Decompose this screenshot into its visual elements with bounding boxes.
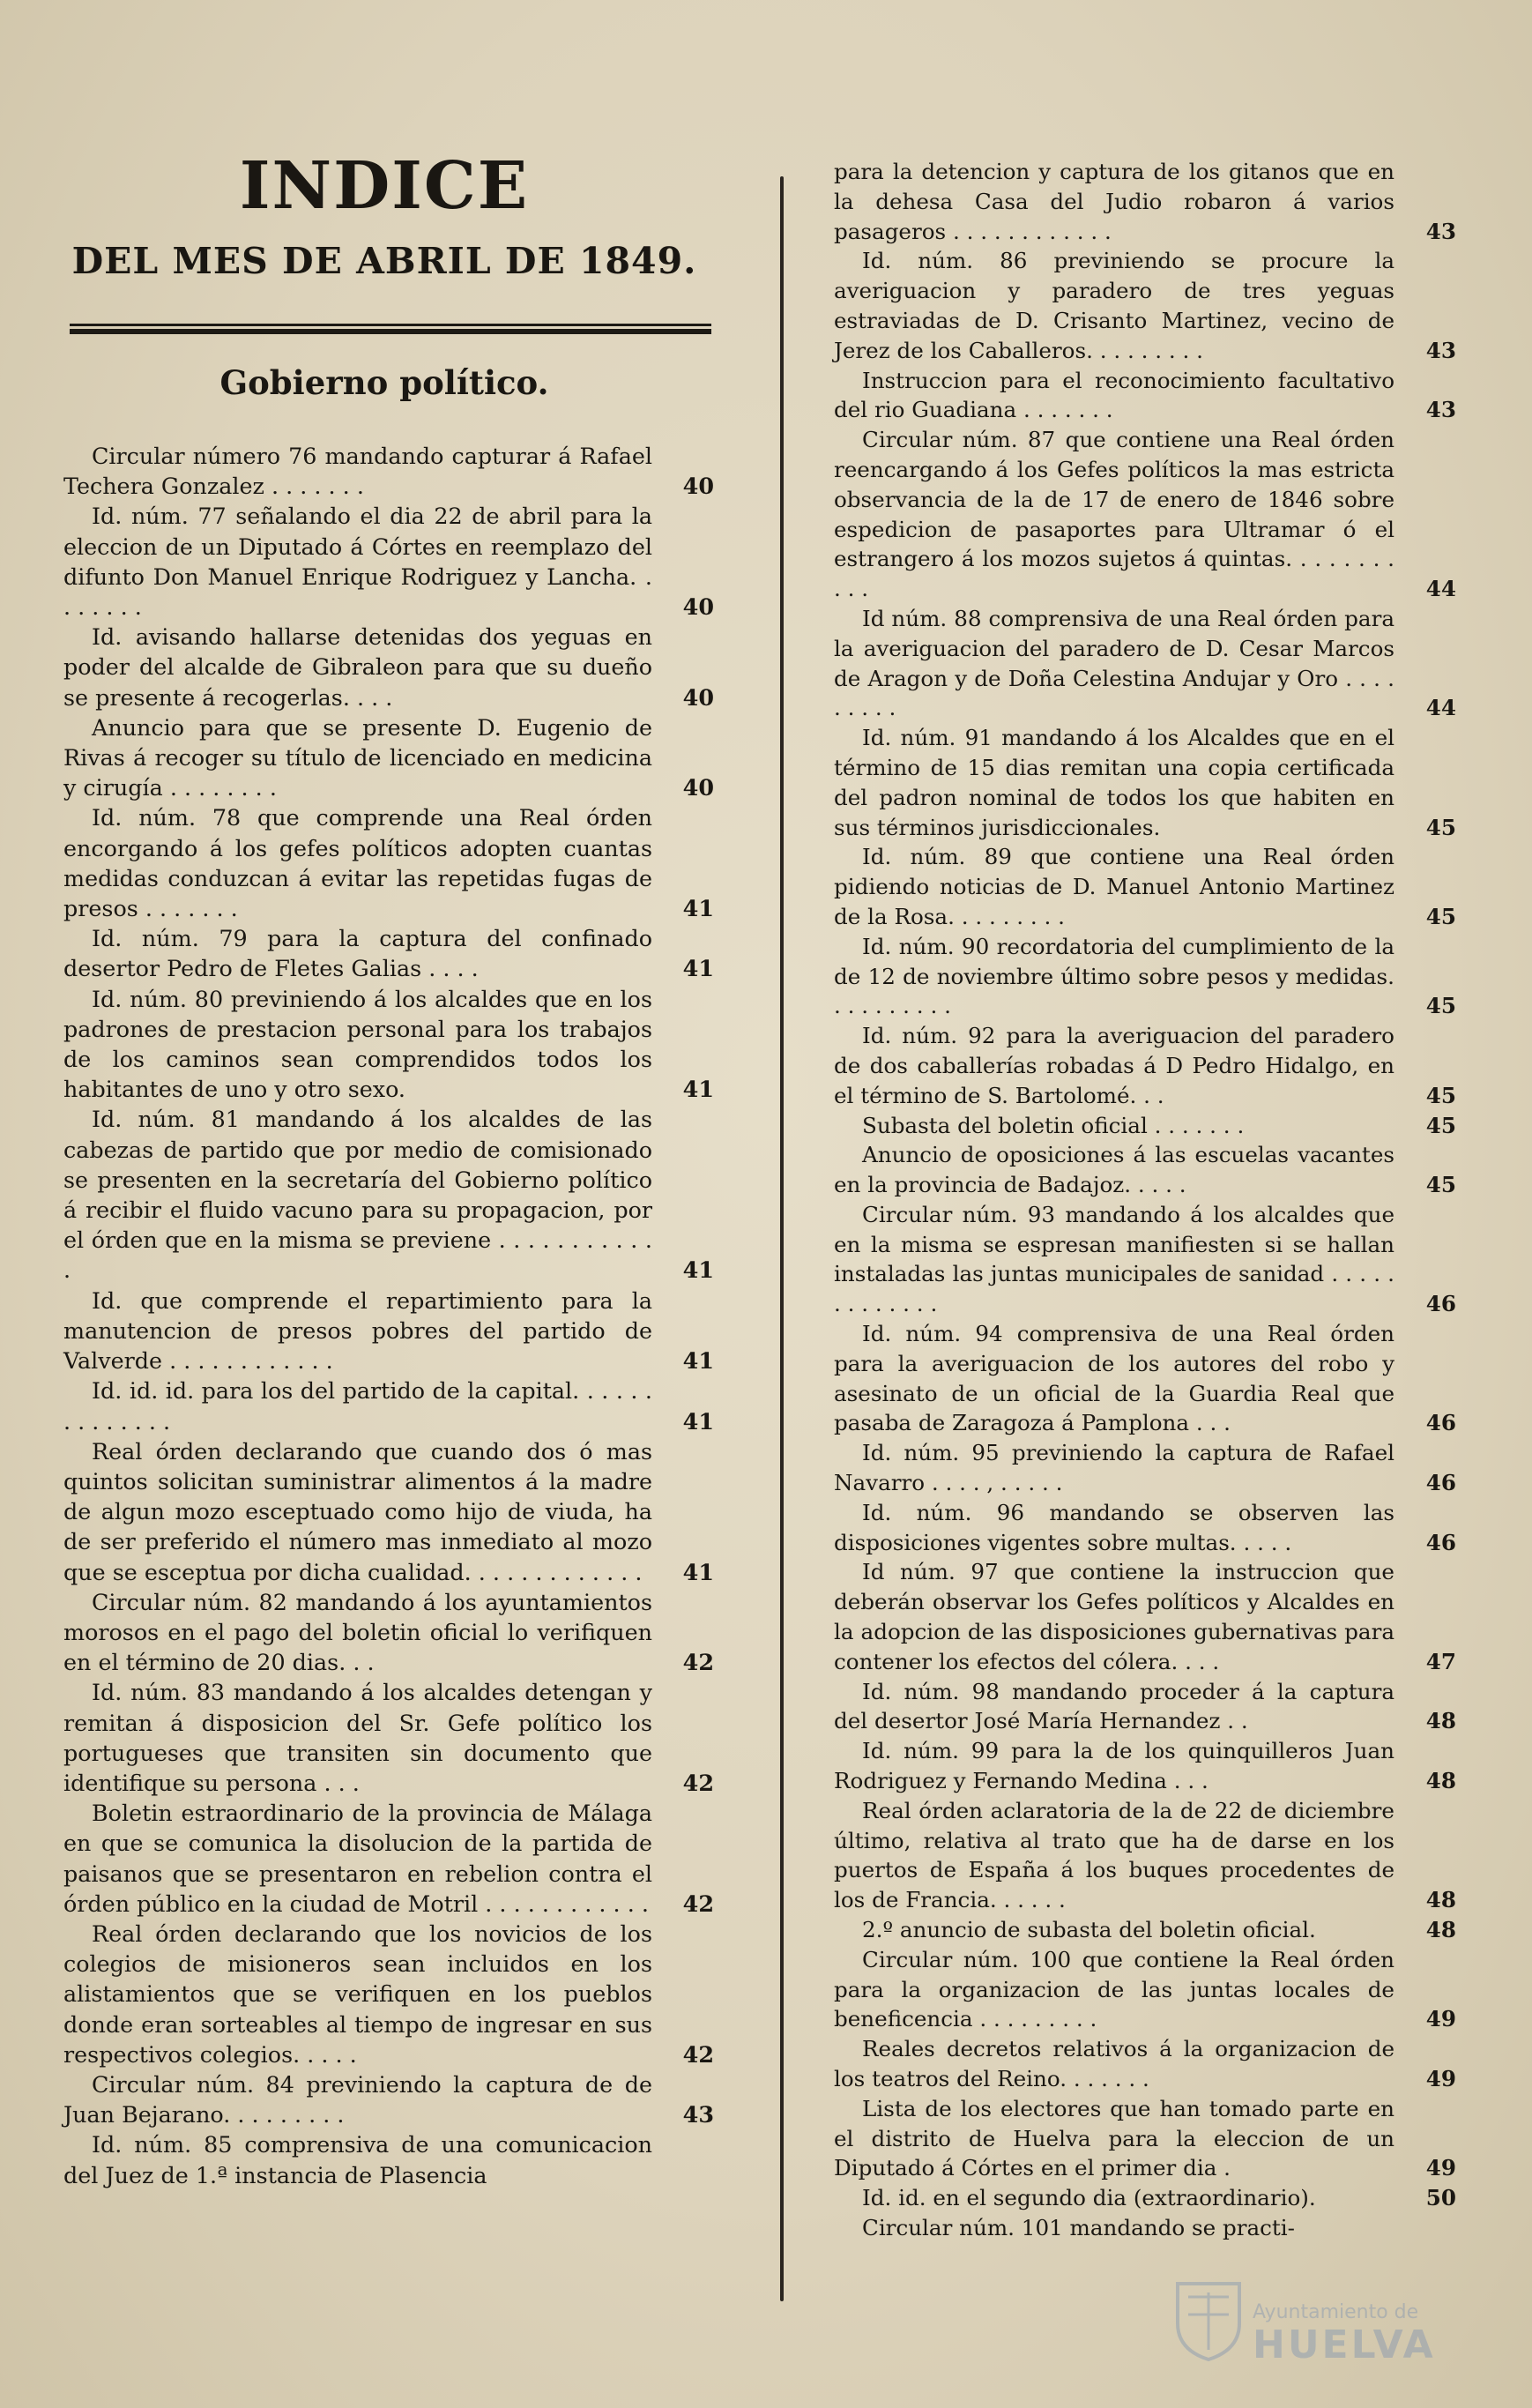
entry-page-number: 45	[1425, 993, 1456, 1019]
left-entry-list	[63, 441, 714, 2190]
entry-text: Id. núm. 99 para la de los quinquilleros Juan Rodriguez y Fernando Medina . . .	[834, 1738, 1394, 1794]
index-entry	[63, 2069, 714, 2129]
index-entry	[834, 1736, 1456, 1796]
index-entry	[834, 366, 1456, 426]
entry-page-number: 43	[1425, 218, 1456, 244]
entry-page-number: 45	[1425, 1112, 1456, 1138]
entry-text: Id. núm. 91 mandando á los Alcaldes que en el término de 15 dias remitan una copia certificada del padron nominal de todos los que habiten en sus términos jurisdiccionales.	[834, 725, 1394, 840]
entry-page-number: 46	[1425, 1470, 1456, 1496]
shield-icon	[1169, 2275, 1248, 2363]
entry-page-number: 50	[1425, 2185, 1456, 2211]
entry-text: Id. núm. 95 previniendo la captura de Rafael Navarro . . . . , . . . . .	[834, 1440, 1394, 1496]
entry-page-number: 48	[1425, 1887, 1456, 1913]
entry-text: Lista de los electores que han tomado parte en el distrito de Huelva para la eleccion de un Diputado á Córtes en el primer dia .	[834, 2095, 1394, 2181]
entry-text: Anuncio de oposiciones á las escuelas vacantes en la provincia de Badajoz. . . . .	[834, 1142, 1394, 1198]
entry-page-number: 42	[682, 1769, 714, 1796]
entry-page-number: 41	[682, 1076, 714, 1103]
index-entry	[834, 932, 1456, 1021]
entry-text: Id. núm. 80 previniendo á los alcaldes que en los padrones de prestacion personal para los trabajos de los caminos sean comprendidos todos los habitantes de uno y otro sexo.	[63, 985, 652, 1103]
entry-page-number: 47	[1425, 1648, 1456, 1674]
entry-page-number: 41	[682, 1347, 714, 1375]
entry-text: Id. núm. 89 que contiene una Real órden pidiendo noticias de D. Manuel Antonio Martinez de la Rosa. . . . . . . . .	[834, 844, 1394, 929]
entry-page-number: 40	[682, 593, 714, 621]
entry-text: Circular núm. 93 mandando á los alcaldes que en la misma se espresan manifiesten si se hallan instaladas las juntas municipales de sanidad . . . . . . . . . . . . .	[834, 1201, 1394, 1317]
entry-page-number: 48	[1425, 1917, 1456, 1943]
index-entry	[834, 157, 1456, 246]
index-entry	[834, 1021, 1456, 1110]
entry-text: Id. núm. 77 señalando el dia 22 de abril para la eleccion de un Diputado á Córtes en reemplazo del difunto Don Manuel Enrique Rodriguez y Lancha. . . . . . . .	[63, 503, 652, 621]
index-entry	[63, 501, 714, 622]
title-rule	[70, 324, 711, 335]
entry-text: Id. núm. 79 para la captura del confinado desertor Pedro de Fletes Galias . . . .	[63, 925, 652, 982]
entry-text: Reales decretos relativos á la organizacion de los teatros del Reino. . . . . . .	[834, 2036, 1394, 2091]
entry-text: Id. avisando hallarse detenidas dos yeguas en poder del alcalde de Gibraleon para que su dueño se presente á recogerlas. . . .	[63, 623, 652, 711]
entry-text: Subasta del boletin oficial . . . . . . .	[862, 1112, 1245, 1138]
entry-page-number: 41	[682, 1407, 714, 1435]
entry-page-number: 40	[682, 683, 714, 711]
entry-text: Circular núm. 101 mandando se practi-	[862, 2214, 1295, 2240]
entry-page-number: 42	[682, 1890, 714, 1917]
entry-text: Id. id. en el segundo dia (extraordinario).	[862, 2185, 1316, 2211]
entry-text: Id. núm. 96 mandando se observen las disposiciones vigentes sobre multas. . . . .	[834, 1499, 1394, 1555]
entry-page-number: 44	[1425, 576, 1456, 602]
entry-page-number: 46	[1425, 1291, 1456, 1317]
section-heading: Gobierno político.	[219, 363, 549, 402]
entry-page-number: 40	[682, 473, 714, 500]
index-entry	[63, 1587, 714, 1678]
entry-page-number: 46	[1425, 1529, 1456, 1555]
watermark-line2: HUELVA	[1253, 2322, 1436, 2367]
entry-text: Id núm. 88 comprensiva de una Real órden para la averiguacion del paradero de D. Cesar Marcos de Aragon y de Doña Celestina Andujar y Oro . . . . . . . . .	[834, 605, 1394, 721]
entry-page-number: 45	[1425, 1172, 1456, 1198]
column-divider	[780, 176, 784, 2301]
index-entry	[63, 712, 714, 803]
entry-text: Id. núm. 94 comprensiva de una Real órden para la averiguacion de los autores del robo y asesinato de un oficial de la Guardia Real que pasaba de Zaragoza á Pamplona . . .	[834, 1321, 1394, 1436]
entry-text: Circular núm. 84 previniendo la captura de de Juan Bejarano. . . . . . . . .	[63, 2070, 652, 2128]
entry-text: Id. id. id. para los del partido de la capital. . . . . . . . . . . . . .	[63, 1377, 652, 1435]
huelva-watermark	[1169, 2275, 1469, 2372]
entry-page-number: 43	[1425, 397, 1456, 423]
index-entry	[63, 622, 714, 712]
entry-text: 2.º anuncio de subasta del boletin oficial.	[862, 1917, 1316, 1943]
entry-page-number: 42	[682, 2040, 714, 2068]
index-entry	[834, 1319, 1456, 1438]
index-entry	[834, 2034, 1456, 2094]
entry-text: Id. núm. 92 para la averiguacion del paradero de dos caballerías robadas á D Pedro Hidalgo, en el término de S. Bartolomé. . .	[834, 1023, 1394, 1108]
index-entry	[834, 1498, 1456, 1558]
entry-text: para la detencion y captura de los gitanos que en la dehesa Casa del Judio robaron á varios pasageros . . . . . . . . . . . .	[834, 159, 1394, 244]
index-entry	[63, 1436, 714, 1587]
entry-page-number: 44	[1425, 695, 1456, 721]
entry-text: Circular núm. 100 que contiene la Real órden para la organizacion de las juntas locales de beneficencia . . . . . . . . .	[834, 1946, 1394, 2032]
entry-page-number: 41	[682, 1256, 714, 1284]
index-entry	[63, 1375, 714, 1435]
index-entry	[834, 2183, 1456, 2213]
index-entry	[834, 1140, 1456, 1200]
index-entry	[63, 441, 714, 501]
right-entry-list	[834, 157, 1456, 2243]
entry-text: Id. núm. 90 recordatoria del cumplimiento de la de 12 de noviembre último sobre pesos y medidas. . . . . . . . . .	[834, 933, 1394, 1019]
entry-page-number: 49	[1425, 2066, 1456, 2091]
entry-text: Id. núm. 78 que comprende una Real órden encorgando á los gefes políticos adopten cuantas medidas conduzcan á evitar las repetidas fugas de presos . . . . . . .	[63, 804, 652, 922]
entry-page-number: 46	[1425, 1410, 1456, 1436]
index-entry	[834, 842, 1456, 931]
index-entry	[834, 1945, 1456, 2034]
watermark-line1: Ayuntamiento de	[1253, 2301, 1419, 2323]
entry-text: Id. núm. 98 mandando proceder á la captura del desertor José María Hernandez . .	[834, 1678, 1394, 1734]
entry-page-number: 41	[682, 955, 714, 982]
index-entry	[834, 425, 1456, 604]
entry-text: Anuncio para que se presente D. Eugenio de Rivas á recoger su título de licenciado en medicina y cirugía . . . . . . . .	[63, 713, 652, 801]
entry-page-number: 40	[682, 774, 714, 801]
index-entry	[834, 604, 1456, 723]
entry-page-number: 42	[682, 1649, 714, 1676]
entry-page-number: 41	[682, 895, 714, 922]
index-entry	[834, 1915, 1456, 1945]
entry-page-number: 45	[1425, 903, 1456, 929]
index-entry	[63, 1286, 714, 1376]
entry-page-number: 43	[1425, 337, 1456, 363]
entry-text: Real órden declarando que los novicios de los colegios de misioneros sean incluidos en los alistamientos que se verifiquen en los pueblos donde eran sorteables al tiempo de ingresar en sus respectivos colegios. . . . .	[63, 1920, 652, 2068]
index-entry	[834, 1438, 1456, 1498]
index-entry	[63, 2129, 714, 2189]
entry-page-number: 45	[1425, 814, 1456, 840]
entry-text: Id. núm. 81 mandando á los alcaldes de las cabezas de partido que por medio de comisionado se presenten en la secretaría del Gobierno político á recibir el fluido vacuno para su propagacion, por el órden que en la misma se previene . . . . . . . . . . . .	[63, 1106, 652, 1284]
index-entry	[834, 1677, 1456, 1737]
entry-text: Id núm. 97 que contiene la instruccion que deberán observar los Gefes políticos y Alcaldes en la adopcion de las disposiciones gubernativas para contener los efectos del cólera. . . .	[834, 1559, 1394, 1674]
entry-text: Id. que comprende el repartimiento para la manutencion de presos pobres del partido de Valverde . . . . . . . . . . . .	[63, 1286, 652, 1375]
entry-page-number: 48	[1425, 1768, 1456, 1794]
entry-text: Id. núm. 86 previniendo se procure la averiguacion y paradero de tres yeguas estraviadas de D. Crisanto Martinez, vecino de Jerez de los Caballeros. . . . . . . . .	[834, 248, 1394, 363]
entry-text: Id. núm. 85 comprensiva de una comunicacion del Juez de 1.ª instancia de Plasencia	[63, 2131, 652, 2188]
entry-text: Instruccion para el reconocimiento facultativo del rio Guadiana . . . . . . .	[834, 367, 1394, 423]
entry-text: Boletin estraordinario de la provincia de Málaga en que se comunica la disolucion de la partida de paisanos que se presentaron en rebelion contra el órden público en la ciudad de Motril . . . . . . . . . . . .	[63, 1800, 652, 1917]
index-entry	[63, 923, 714, 983]
page-subtitle: DEL MES DE ABRIL DE 1849.	[71, 240, 697, 282]
entry-page-number: 41	[682, 1558, 714, 1585]
index-entry	[63, 1919, 714, 2069]
entry-page-number: 49	[1425, 2155, 1456, 2181]
index-entry	[63, 802, 714, 923]
index-entry	[63, 1104, 714, 1285]
entry-page-number: 48	[1425, 1708, 1456, 1734]
entry-text: Real órden aclaratoria de la de 22 de diciembre último, relativa al trato que ha de darse en los puertos de España á los buques procedentes de los de Francia. . . . . .	[834, 1797, 1394, 1913]
entry-text: Real órden declarando que cuando dos ó mas quintos solicitan suministrar alimentos á la madre de algun mozo esceptuado como hijo de viuda, ha de ser preferido el número mas inmediato al mozo que se esceptua por dicha cualidad. . . . . . . . . . . . .	[63, 1437, 652, 1585]
index-entry	[834, 2213, 1456, 2243]
index-entry	[63, 984, 714, 1105]
entry-text: Circular núm. 87 que contiene una Real órden reencargando á los Gefes políticos la mas estricta observancia de la de 17 de enero de 1846 sobre espedicion de pasaportes para Ultramar ó el estrangero á los mozos sujetos á quintas. . . . . . . . . . .	[834, 427, 1394, 602]
entry-text: Circular número 76 mandando capturar á Rafael Techera Gonzalez . . . . . . .	[63, 443, 652, 500]
entry-page-number: 45	[1425, 1082, 1456, 1108]
index-entry	[834, 1557, 1456, 1676]
entry-page-number: 49	[1425, 2006, 1456, 2032]
index-entry	[834, 1796, 1456, 1915]
index-entry	[63, 1677, 714, 1798]
index-entry	[63, 1798, 714, 1919]
index-entry	[834, 1111, 1456, 1141]
entry-page-number: 43	[682, 2101, 714, 2128]
index-entry	[834, 2094, 1456, 2183]
page-title: INDICE	[239, 148, 530, 224]
entry-text: Id. núm. 83 mandando á los alcaldes detengan y remitan á disposicion del Sr. Gefe político los portugueses que transiten sin documento que identifique su persona . . .	[63, 1679, 652, 1796]
index-entry	[834, 246, 1456, 365]
index-entry	[834, 1200, 1456, 1319]
entry-text: Circular núm. 82 mandando á los ayuntamientos morosos en el pago del boletin oficial lo verifiquen en el término de 20 dias. . .	[63, 1588, 652, 1676]
index-entry	[834, 723, 1456, 842]
